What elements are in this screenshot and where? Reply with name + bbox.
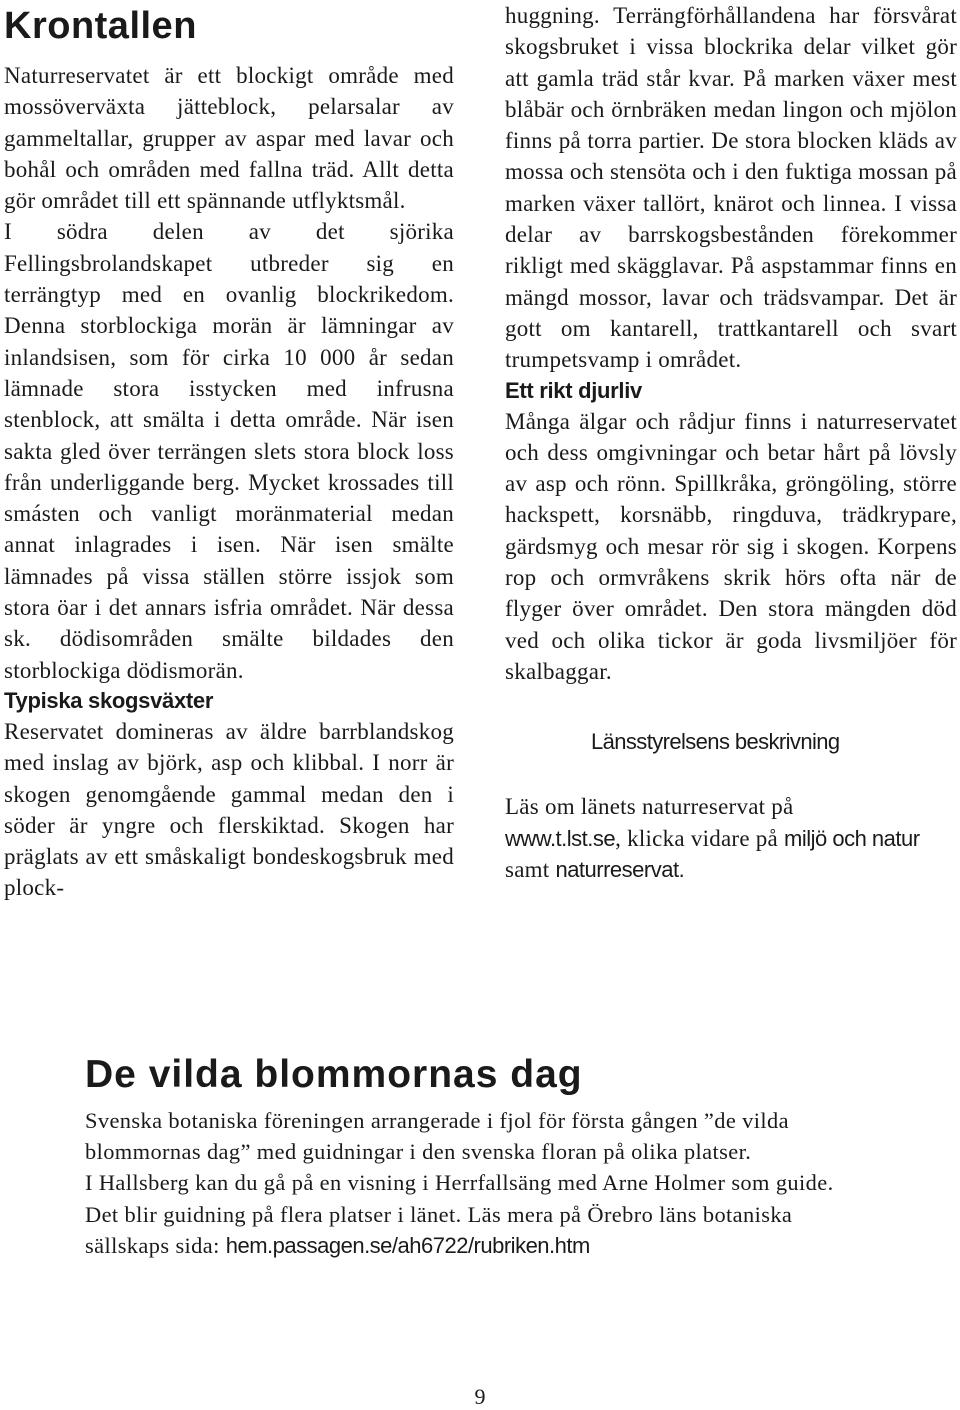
- forest-paragraph: Reservatet domineras av äldre barrblandskog med inslag av björk, asp och klibbal. I norr är skogen genomgående gammal medan den i söder är yngre och flerskiktad. Skogen har präglats av ett småskaligt bondeskogsbruk med plock-: [4, 718, 454, 901]
- geology-paragraph: I södra delen av det sjörika Fellingsbrolandskapet utbreder sig en terrängtyp med en ovanlig blockrikedom. Denna storblockiga morän är lämningar av inlandsisen, som för cirka 10 000 år sedan lämnade stora isstycken med infrusna stenblock, att smälta i detta område. När isen sakta gled över terrängen slets stora block loss från underliggande berg. Mycket krossades till smásten och vanligt moränmaterial medan annat inlagrades i isen. När isen smälte lämnades på vissa ställen större issjok som stora öar i det annars isfria området. När dessa sk. dödisområden smälte bildades den storblockiga dödismorän.: [4, 219, 454, 683]
- botanical-society-url: hem.passagen.se/ah6722/rubriken.htm: [225, 1232, 590, 1258]
- more-info-and: samt: [505, 856, 550, 882]
- bottom-paragraph-3-text: Det blir guidning på flera platser i länet. Läs mera på Örebro läns botaniska sällskaps sida:: [85, 1201, 793, 1258]
- more-info-url: www.t.lst.se: [505, 825, 616, 851]
- more-info-paragraph: [505, 791, 957, 885]
- more-info-link-miljo: miljö och natur: [784, 825, 920, 851]
- fauna-paragraph: Många älgar och rådjur finns i naturreservatet och dess omgivningar och betar hårt på lövsly av asp och rönn. Spillkråka, gröngöling, större hackspett, korsnäbb, ringduva, trädkrypare, gärdsmyg och mesar rör sig i skogen. Korpens rop och ormvråkens skrik hörs ofta när de flyger över området. Den stora mängden död ved och olika tickor är goda livsmiljöer för skalbaggar.: [505, 408, 957, 684]
- page-number: 9: [474, 1384, 486, 1409]
- right-column: [505, 0, 957, 885]
- more-info-prefix: Läs om länets naturreservat på: [505, 794, 794, 820]
- article-title: Krontallen: [4, 5, 197, 47]
- bottom-title: De vilda blommornas dag: [85, 1053, 583, 1096]
- forest-heading: Typiska skogsväxter: [4, 687, 214, 713]
- more-info-link-naturreservat: naturreservat.: [555, 856, 685, 882]
- credit-line: Länsstyrelsens beskrivning: [591, 729, 840, 755]
- forest-paragraph-continued: huggning. Terrängförhållandena har försvårat skogsbruket i vissa blockrika delar vilket gör att gamla träd står kvar. På marken växer mest blåbär och örnbräken medan lingon och mjölon finns på torra partier. De stora blocken kläds av mossa och stensöta och i den fuktiga mossan på marken växer tallört, knärot och linnea. I vissa delar av barrskogsbestånden förekommer rikligt med skägglavar. På aspstammar finns en mängd mossor, lavar och trädsvampar. Det är gott om kantarell, trattkantarell och svart trumpetsvamp i området.: [505, 3, 957, 373]
- fauna-heading: Ett rikt djurliv: [505, 377, 642, 403]
- bottom-section: [85, 1045, 855, 1261]
- bottom-paragraph-1: Svenska botaniska föreningen arrangerade i fjol för första gången ”de vilda blommornas dag” med guidningar i den svenska floran på olika platser.: [85, 1108, 789, 1165]
- intro-paragraph: Naturreservatet är ett blockigt område med mossöverväxta jätteblock, pelarsalar av gammeltallar, grupper av aspar med lavar och bohål och områden med fallna träd. Allt detta gör området till ett spännande utflyktsmål.: [4, 63, 454, 214]
- more-info-mid: , klicka vidare på: [615, 825, 779, 851]
- bottom-paragraph-2: I Hallsberg kan du gå på en visning i Herrfallsäng med Arne Holmer som guide.: [85, 1170, 834, 1196]
- left-column: [4, 0, 454, 904]
- bottom-paragraph-3: [85, 1199, 855, 1261]
